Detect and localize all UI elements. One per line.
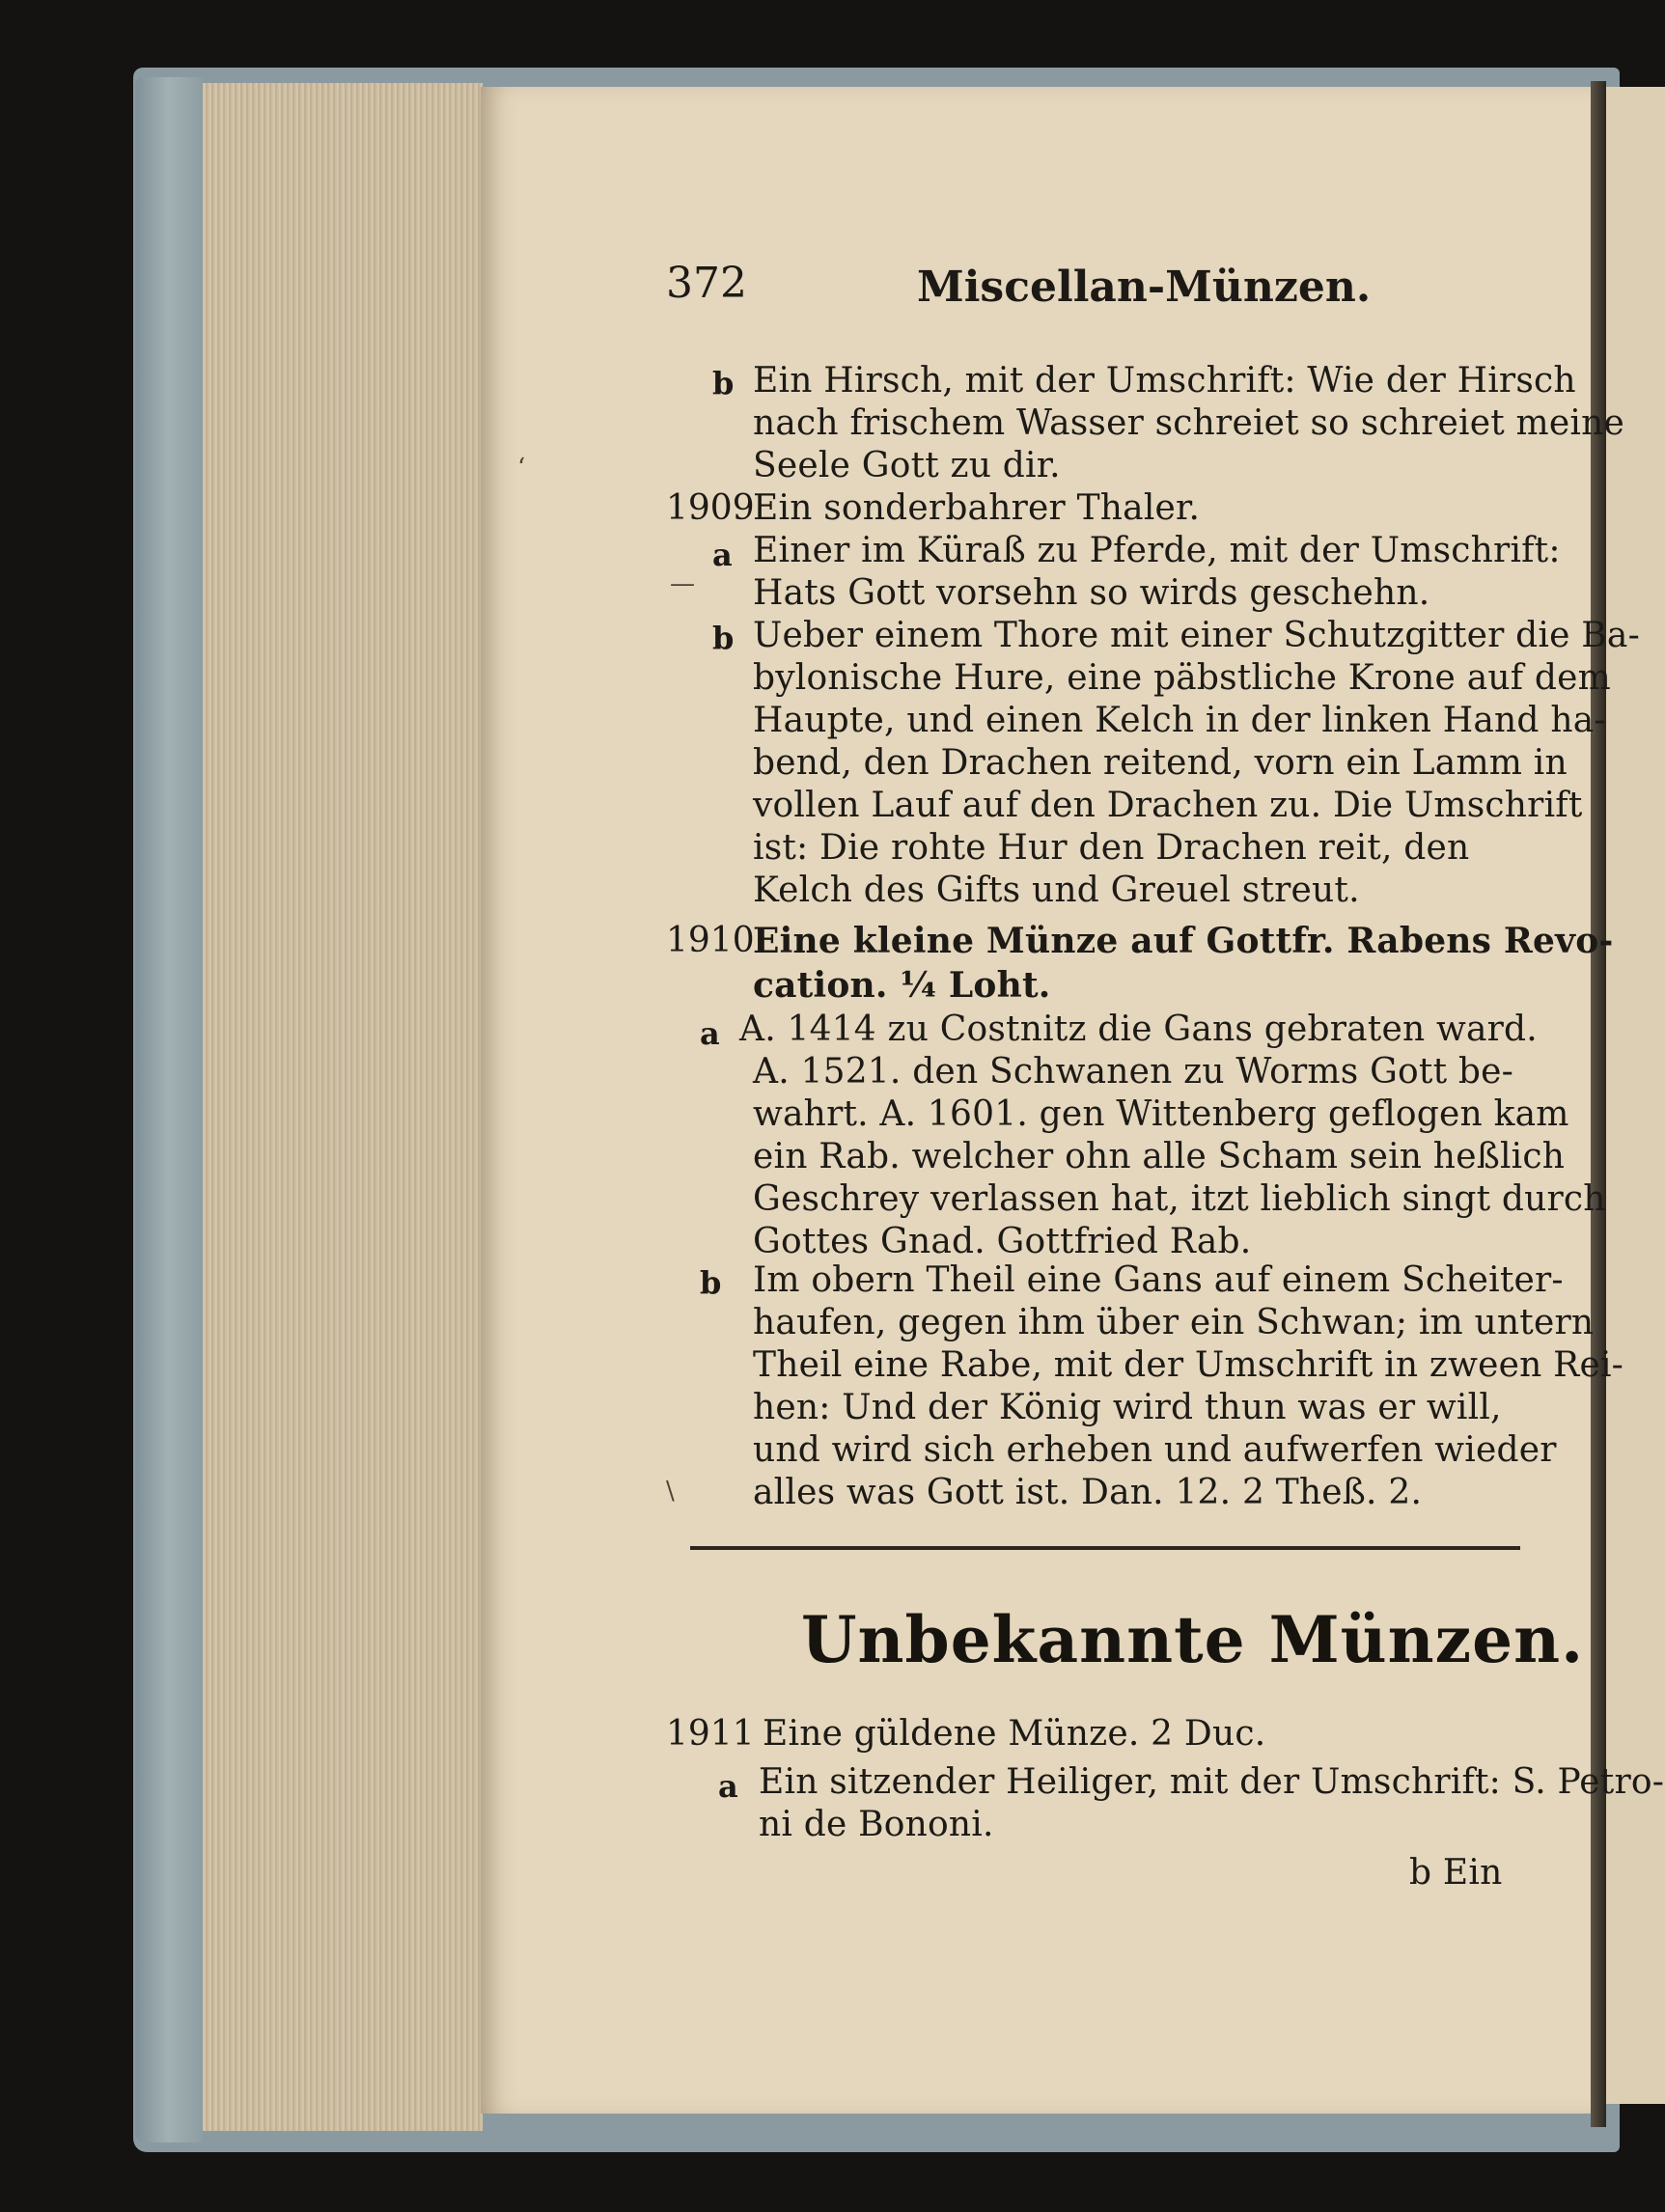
section-title: Unbekannte Münzen. <box>801 1602 1585 1677</box>
entry-letter: b <box>712 365 735 401</box>
entry-line: hen: Und der König wird thun was er will, <box>753 1388 1502 1427</box>
entry-line: vollen Lauf auf den Drachen zu. Die Umschrift <box>753 786 1583 825</box>
page-gutter <box>1591 81 1606 2127</box>
entry-line: A. 1521. den Schwanen zu Worms Gott be- <box>753 1052 1513 1092</box>
entry-line: Ein Hirsch, mit der Umschrift: Wie der Hirsch <box>753 361 1576 401</box>
entry-line: Hats Gott vorsehn so wirds geschehn. <box>753 573 1430 613</box>
entry-line: wahrt. A. 1601. gen Wittenberg geflogen kam <box>753 1094 1569 1134</box>
entry-line: Theil eine Rabe, mit der Umschrift in zween Rei- <box>753 1345 1624 1385</box>
entry-line: Ueber einem Thore mit einer Schutzgitter die Ba- <box>753 616 1640 655</box>
entry-line: Haupte, und einen Kelch in der linken Hand ha- <box>753 701 1606 740</box>
entry-line: cation. ¼ Loht. <box>753 965 1051 1006</box>
running-title: Miscellan-Münzen. <box>917 263 1372 312</box>
entry-line: Kelch des Gifts und Greuel streut. <box>753 871 1360 910</box>
entry-line: Ein sonderbahrer Thaler. <box>753 488 1201 528</box>
entry-number: 1910 <box>666 921 755 960</box>
entry-line: Geschrey verlassen hat, itzt lieblich singt durch <box>753 1179 1606 1219</box>
entry-letter: a <box>718 1768 738 1805</box>
margin-mark: \ <box>666 1477 675 1506</box>
entry-line: Seele Gott zu dir. <box>753 446 1061 485</box>
book-spine <box>135 77 203 2143</box>
entry-letter: a <box>712 537 733 573</box>
margin-mark: — <box>670 569 695 598</box>
entry-line: und wird sich erheben und aufwerfen wieder <box>753 1430 1557 1470</box>
entry-number: 1911 <box>666 1714 755 1754</box>
entry-line: nach frischem Wasser schreiet so schreiet meine <box>753 403 1625 443</box>
entry-line: alles was Gott ist. Dan. 12. 2 Theß. 2. <box>753 1473 1423 1512</box>
entry-line: ni de Bononi. <box>759 1805 994 1844</box>
entry-line: Eine güldene Münze. 2 Duc. <box>763 1714 1266 1754</box>
entry-line: bend, den Drachen reitend, vorn ein Lamm in <box>753 743 1568 783</box>
entry-line: Gottes Gnad. Gottfried Rab. <box>753 1222 1252 1261</box>
page-edges <box>203 83 483 2131</box>
entry-line: Eine kleine Münze auf Gottfr. Rabens Revo- <box>753 921 1614 961</box>
margin-mark: ‘ <box>517 454 526 483</box>
entry-line: Ein sitzender Heiliger, mit der Umschrift: S. Petro- <box>759 1762 1665 1802</box>
entry-line: haufen, gegen ihm über ein Schwan; im untern <box>753 1303 1595 1342</box>
entry-line: Einer im Küraß zu Pferde, mit der Umschrift: <box>753 531 1561 570</box>
entry-letter: a <box>700 1015 720 1052</box>
catchword: b Ein <box>1409 1853 1503 1893</box>
entry-line: Im obern Theil eine Gans auf einem Scheiter- <box>753 1260 1564 1300</box>
entry-letter: b <box>700 1264 722 1301</box>
section-divider <box>690 1546 1520 1550</box>
entry-line: ist: Die rohte Hur den Drachen reit, den <box>753 828 1470 868</box>
entry-line: A. 1414 zu Costnitz die Gans gebraten ward. <box>739 1009 1538 1049</box>
entry-number: 1909 <box>666 488 755 528</box>
page-number: 372 <box>666 259 747 308</box>
entry-line: ein Rab. welcher ohn alle Scham sein heßlich <box>753 1137 1566 1176</box>
entry-line: bylonische Hure, eine päbstliche Krone auf dem <box>753 658 1612 698</box>
entry-letter: b <box>712 620 735 656</box>
